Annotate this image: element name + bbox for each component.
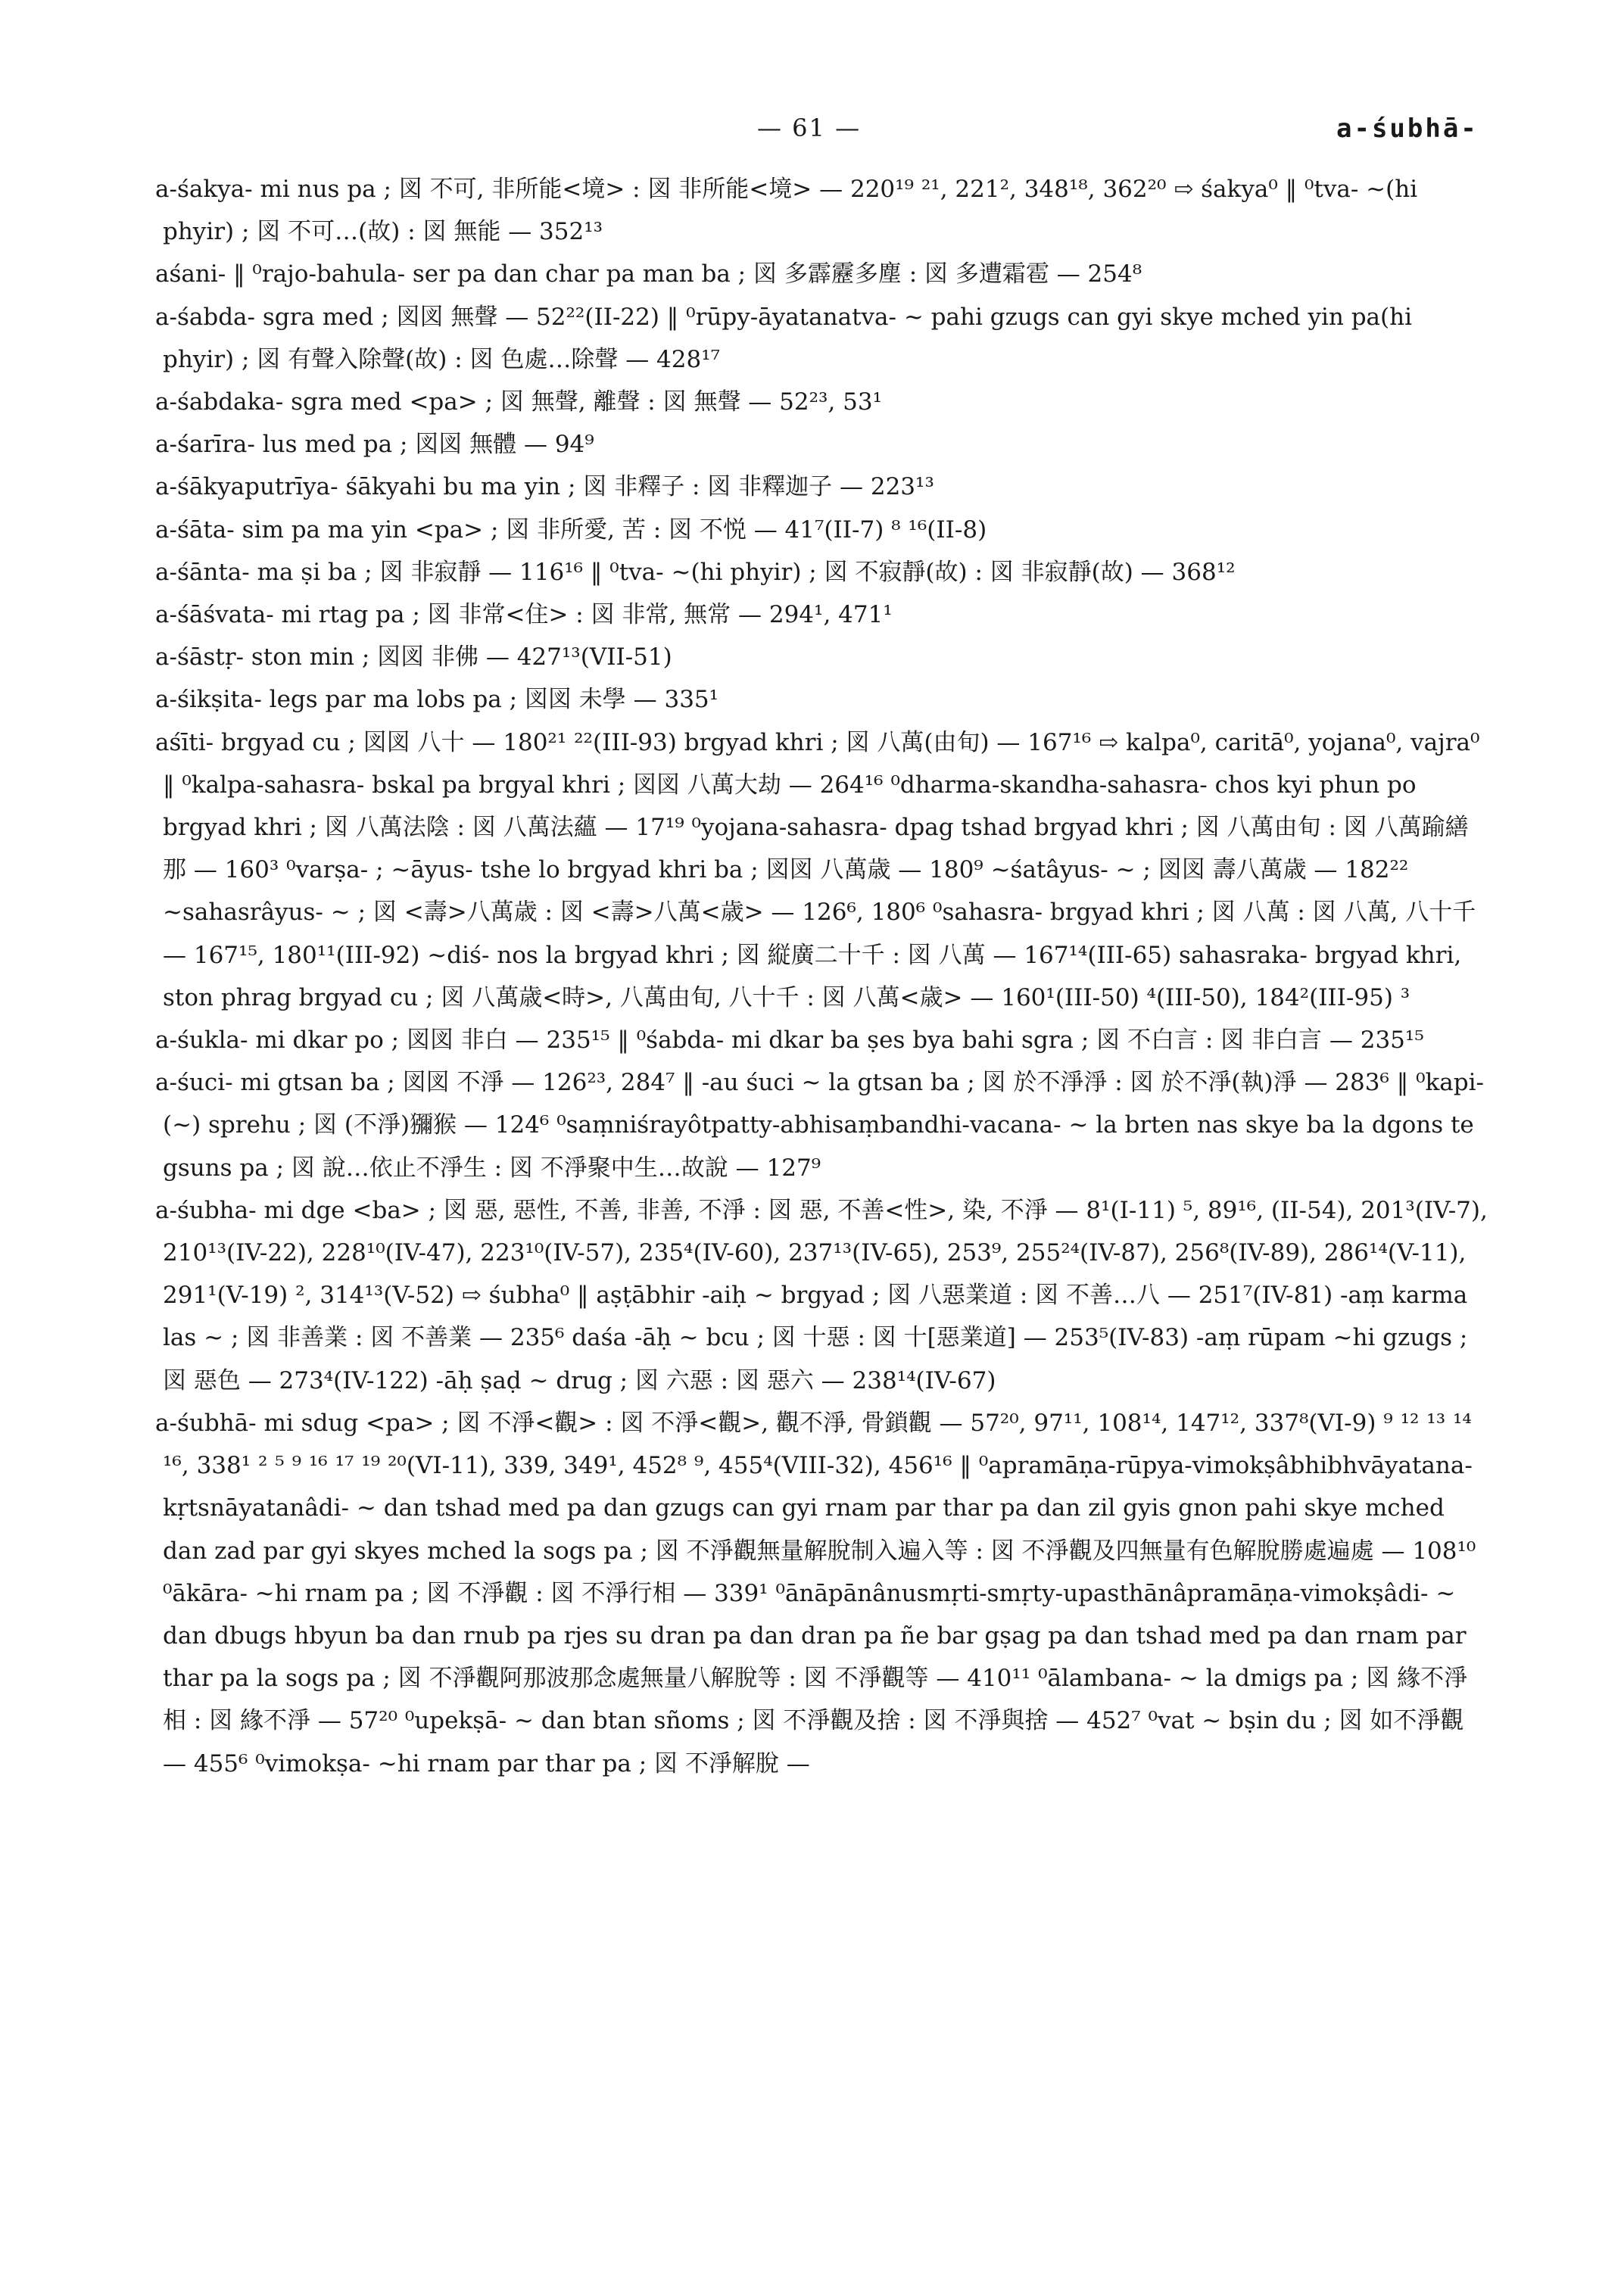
page-header (0, 114, 1624, 159)
page-number: — 61 — (757, 114, 862, 142)
entry-a-suci: a-śuci- mi gtsan ba ; 図図 不淨 — 126²³, 284⁷ ‖ -au śuci ~ la gtsan ba ; 図 於不淨淨 : 図 於不淨(執)淨 — 283⁶ ‖ ⁰kapi- (~) sprehu ; 図 (不淨)獼猴 — 124⁶ ⁰saṃniśrayôtpatty-abhisaṃbandhi-vacana- ~ la brten nas skye ba la dgons te gsuns pa ; 図 說…依止不淨生 : 図 不淨聚中生…故說 — 127⁹ (155, 1069, 1485, 1182)
entry-a-sakyaputriya: a-śākyaputrīya- śākyahi bu ma yin ; 図 非釋子 : 図 非釋迦子 — 223¹³ (155, 473, 934, 501)
entry-asiti: aśīti- brgyad cu ; 図図 八十 — 180²¹ ²²(III-93) brgyad khri ; 図 八萬(由旬) — 167¹⁶ ⇨ kalpa⁰, caritā⁰, yojana⁰, vajra⁰ ‖ ⁰kalpa-sahasra- bskal pa brgyal khri ; 図図 八萬大劫 — 264¹⁶ ⁰dharma-skandha-sahasra- chos kyi phun po brgyad khri ; 図 八萬法陰 : 図 八萬法蘊 — 17¹⁹ ⁰yojana-sahasra- dpag tshad brgyad khri ; 図 八萬由旬 : 図 八萬踰繕那 — 160³ ⁰varṣa- ; ~āyus- tshe lo brgyad khri ba ; 図図 八萬歳 — 180⁹ ~śatâyus- ~ ; 図図 壽八萬歳 — 182²² ~sahasrâyus- ~ ; 図 <壽>八萬歳 : 図 <壽>八萬<歳> — 126⁶, 180⁶ ⁰sahasra- brgyad khri ; 図 八萬 : 図 八萬, 八十千 — 167¹⁵, 180¹¹(III-92) ~diś- nos la brgyad khri ; 図 縦廣二十千 : 図 八萬 — 167¹⁴(III-65) sahasraka- brgyad khri, ston phrag brgyad cu ; 図 八萬歳<時>, 八萬由旬, 八十千 : 図 八萬<歳> — 160¹(III-50) ⁴(III-50), 184²(III-95) ³ (155, 728, 1480, 1011)
running-head: a-śubhā- (1336, 114, 1479, 144)
entry-a-santa: a-śānta- ma ṣi ba ; 図 非寂靜 — 116¹⁶ ‖ ⁰tva- ~(hi phyir) ; 図 不寂靜(故) : 図 非寂靜(故) — 368¹² (155, 558, 1236, 586)
dictionary-entries (155, 168, 1488, 1785)
entry-a-sukla: a-śukla- mi dkar po ; 図図 非白 — 235¹⁵ ‖ ⁰śabda- mi dkar ba ṣes bya bahi sgra ; 図 不白言 : 図 非白言 — 235¹⁵ (155, 1027, 1424, 1055)
entry-asani: aśani- ‖ ⁰rajo-bahula- ser pa dan char pa man ba ; 図 多霹靂多塵 : 図 多遭霜雹 — 254⁸ (155, 260, 1142, 288)
entry-a-subha-long: a-śubhā- mi sdug <pa> ; 図 不淨<觀> : 図 不淨<觀>, 觀不淨, 骨鎖觀 — 57²⁰, 97¹¹, 108¹⁴, 147¹², 337⁸(VI-9) ⁹ ¹² ¹³ ¹⁴ ¹⁶, 338¹ ² ⁵ ⁹ ¹⁶ ¹⁷ ¹⁹ ²⁰(VI-11), 339, 349¹, 452⁸ ⁹, 455⁴(VIII-32), 456¹⁶ ‖ ⁰apramāṇa-rūpya-vimokṣâbhibhvāyatana-kṛtsnāyatanâdi- ~ dan tshad med pa dan gzugs can gyi rnam par thar pa dan zil gyis gnon pahi skye mched dan zad par gyi skyes mched la sogs pa ; 図 不淨觀無量解脫制入遍入等 : 図 不淨觀及四無量有色解脫勝處遍處 — 108¹⁰ ⁰ākāra- ~hi rnam pa ; 図 不淨觀 : 図 不淨行相 — 339¹ ⁰ānāpānânusmṛti-smṛty-upasthānâpramāṇa-vimokṣâdi- ~ dan dbugs hbyun ba dan rnub pa rjes su dran pa dan dran pa ñe bar gṣag pa dan tshad med pa dan rnam par thar pa la sogs pa ; 図 不淨觀阿那波那念處無量八解脫等 : 図 不淨觀等 — 410¹¹ ⁰ālambana- ~ la dmigs pa ; 図 緣不淨相 : 図 緣不淨 — 57²⁰ ⁰upekṣā- ~ dan btan sñoms ; 図 不淨觀及捨 : 図 不淨與捨 — 452⁷ ⁰vat ~ bṣin du ; 図 如不淨觀 — 455⁶ ⁰vimokṣa- ~hi rnam par thar pa ; 図 不淨解脫 — (155, 1409, 1476, 1777)
entry-a-sabdaka: a-śabdaka- sgra med <pa> ; 図 無聲, 離聲 : 図 無聲 — 52²³, 53¹ (155, 388, 883, 416)
entry-a-sakya: a-śakya- mi nus pa ; 図 不可, 非所能<境> : 図 非所能<境> — 220¹⁹ ²¹, 221², 348¹⁸, 362²⁰ ⇨ śakya⁰ ‖ ⁰tva- ~(hi phyir) ; 図 不可…(故) : 図 無能 — 352¹³ (155, 176, 1418, 246)
entry-a-sasvata: a-śāśvata- mi rtag pa ; 図 非常<住> : 図 非常, 無常 — 294¹, 471¹ (155, 601, 893, 629)
entry-a-sata: a-śāta- sim pa ma yin <pa> ; 図 非所愛, 苦 : 図 不悦 — 41⁷(II-7) ⁸ ¹⁶(II-8) (155, 516, 987, 544)
entry-a-siksita: a-śikṣita- legs par ma lobs pa ; 図図 未學 — 335¹ (155, 686, 719, 714)
entry-a-sarira: a-śarīra- lus med pa ; 図図 無體 — 94⁹ (155, 431, 594, 459)
entry-a-sabda: a-śabda- sgra med ; 図図 無聲 — 52²²(II-22) ‖ ⁰rūpy-āyatanatva- ~ pahi gzugs can gyi skye mched yin pa(hi phyir) ; 図 有聲入除聲(故) : 図 色處…除聲 — 428¹⁷ (155, 303, 1412, 373)
entry-a-sastr: a-śāstṛ- ston min ; 図図 非佛 — 427¹³(VII-51) (155, 643, 672, 671)
entry-a-subha: a-śubha- mi dge <ba> ; 図 惡, 惡性, 不善, 非善, 不淨 : 図 惡, 不善<性>, 染, 不淨 — 8¹(I-11) ⁵, 89¹⁶, (II-54), 201³(IV-7), 210¹³(IV-22), 228¹⁰(IV-47), 223¹⁰(IV-57), 235⁴(IV-60), 237¹³(IV-65), 253⁹, 255²⁴(IV-87), 256⁸(IV-89), 286¹⁴(V-11), 291¹(V-19) ², 314¹³(V-52) ⇨ śubha⁰ ‖ aṣṭābhir -aiḥ ~ brgyad ; 図 八惡業道 : 図 不善…八 — 251⁷(IV-81) -aṃ karma las ~ ; 図 非善業 : 図 不善業 — 235⁶ daśa -āḥ ~ bcu ; 図 十惡 : 図 十[惡業道] — 253⁵(IV-83) -aṃ rūpam ~hi gzugs ; 図 惡色 — 273⁴(IV-122) -āḥ ṣaḍ ~ drug ; 図 六惡 : 図 惡六 — 238¹⁴(IV-67) (155, 1196, 1488, 1394)
